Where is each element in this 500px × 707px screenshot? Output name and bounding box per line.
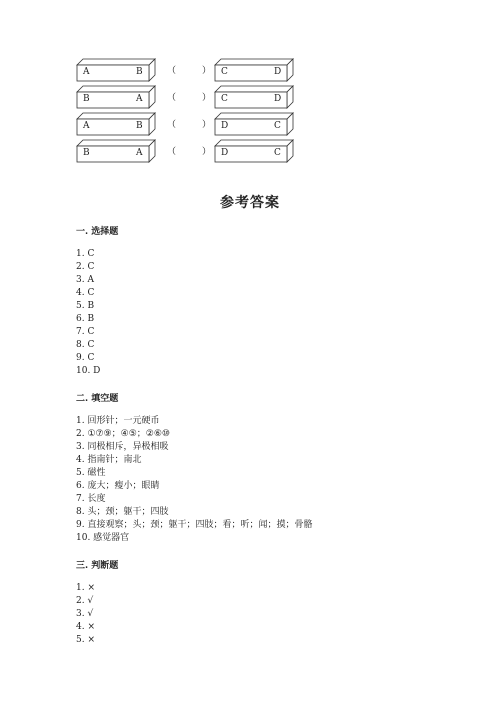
answer-blank-close: ）	[202, 93, 212, 103]
answer-item: 8. 头；颈；躯干；四肢	[76, 507, 169, 517]
answer-item: 2. √	[76, 596, 94, 606]
magnet-pole-label: B	[136, 67, 143, 77]
section-heading: 三. 判断题	[76, 561, 119, 571]
answer-item: 3. √	[76, 609, 94, 619]
answer-item: 10. D	[76, 366, 101, 376]
magnet-row	[76, 85, 296, 112]
magnet-pole-label: D	[221, 121, 229, 131]
magnet-bar	[76, 58, 156, 82]
magnet-bar	[76, 139, 156, 163]
magnet-pole-label: D	[221, 148, 229, 158]
magnet-pole-label: D	[274, 67, 282, 77]
answer-item: 6. 庞大；瘦小；眼睛	[76, 481, 160, 491]
magnet-pole-label: D	[274, 94, 282, 104]
answer-item: 5. B	[76, 301, 95, 311]
answer-item: 2. C	[76, 262, 95, 272]
answer-key-title: 参考答案	[220, 195, 280, 211]
answer-item: 10. 感觉器官	[76, 533, 130, 543]
answer-blank-close: ）	[202, 120, 212, 130]
magnet-pole-label: B	[83, 148, 90, 158]
magnet-pole-label: C	[221, 67, 228, 77]
answer-item: 8. C	[76, 340, 95, 350]
answer-item: 6. B	[76, 314, 95, 324]
answer-item: 2. ①⑦⑨；④⑤；②⑥⑩	[76, 429, 170, 439]
magnet-bar	[76, 85, 156, 109]
section-heading: 一. 选择题	[76, 227, 119, 237]
magnet-row	[76, 112, 296, 139]
magnet-pole-label: B	[83, 94, 90, 104]
answer-blank-open: （	[167, 120, 177, 130]
answer-blank-open: （	[167, 93, 177, 103]
magnet-bar	[214, 112, 294, 136]
answer-blank-close: ）	[202, 147, 212, 157]
magnet-bar	[214, 85, 294, 109]
answer-item: 5. ×	[76, 635, 95, 645]
answer-item: 1. ×	[76, 583, 95, 593]
answer-item: 4. ×	[76, 622, 95, 632]
magnet-row	[76, 58, 296, 85]
magnet-pole-label: C	[274, 148, 281, 158]
answer-blank-open: （	[167, 66, 177, 76]
magnet-pole-label: A	[83, 67, 90, 77]
magnet-question-rows	[76, 58, 296, 166]
magnet-bar	[214, 58, 294, 82]
answer-item: 4. C	[76, 288, 95, 298]
answer-item: 1. C	[76, 249, 95, 259]
section-heading: 二. 填空题	[76, 394, 119, 404]
answer-item: 4. 指南针；南北	[76, 455, 142, 465]
magnet-pole-label: A	[83, 121, 90, 131]
answer-item: 1. 回形针；一元硬币	[76, 416, 160, 426]
answer-item: 9. C	[76, 353, 95, 363]
magnet-pole-label: A	[136, 94, 143, 104]
answer-item: 7. 长度	[76, 494, 106, 504]
magnet-row	[76, 139, 296, 166]
answer-blank-open: （	[167, 147, 177, 157]
answer-item: 3. A	[76, 275, 94, 285]
answer-item: 7. C	[76, 327, 95, 337]
magnet-pole-label: A	[136, 148, 143, 158]
magnet-pole-label: C	[221, 94, 228, 104]
answer-item: 3. 同极相斥，异极相吸	[76, 442, 169, 452]
answer-item: 9. 直接观察；头；颈；躯干；四肢；看；听；闻；摸；骨骼	[76, 520, 313, 530]
answer-item: 5. 磁性	[76, 468, 106, 478]
answer-blank-close: ）	[202, 66, 212, 76]
magnet-pole-label: C	[274, 121, 281, 131]
magnet-pole-label: B	[136, 121, 143, 131]
magnet-bar	[76, 112, 156, 136]
magnet-bar	[214, 139, 294, 163]
